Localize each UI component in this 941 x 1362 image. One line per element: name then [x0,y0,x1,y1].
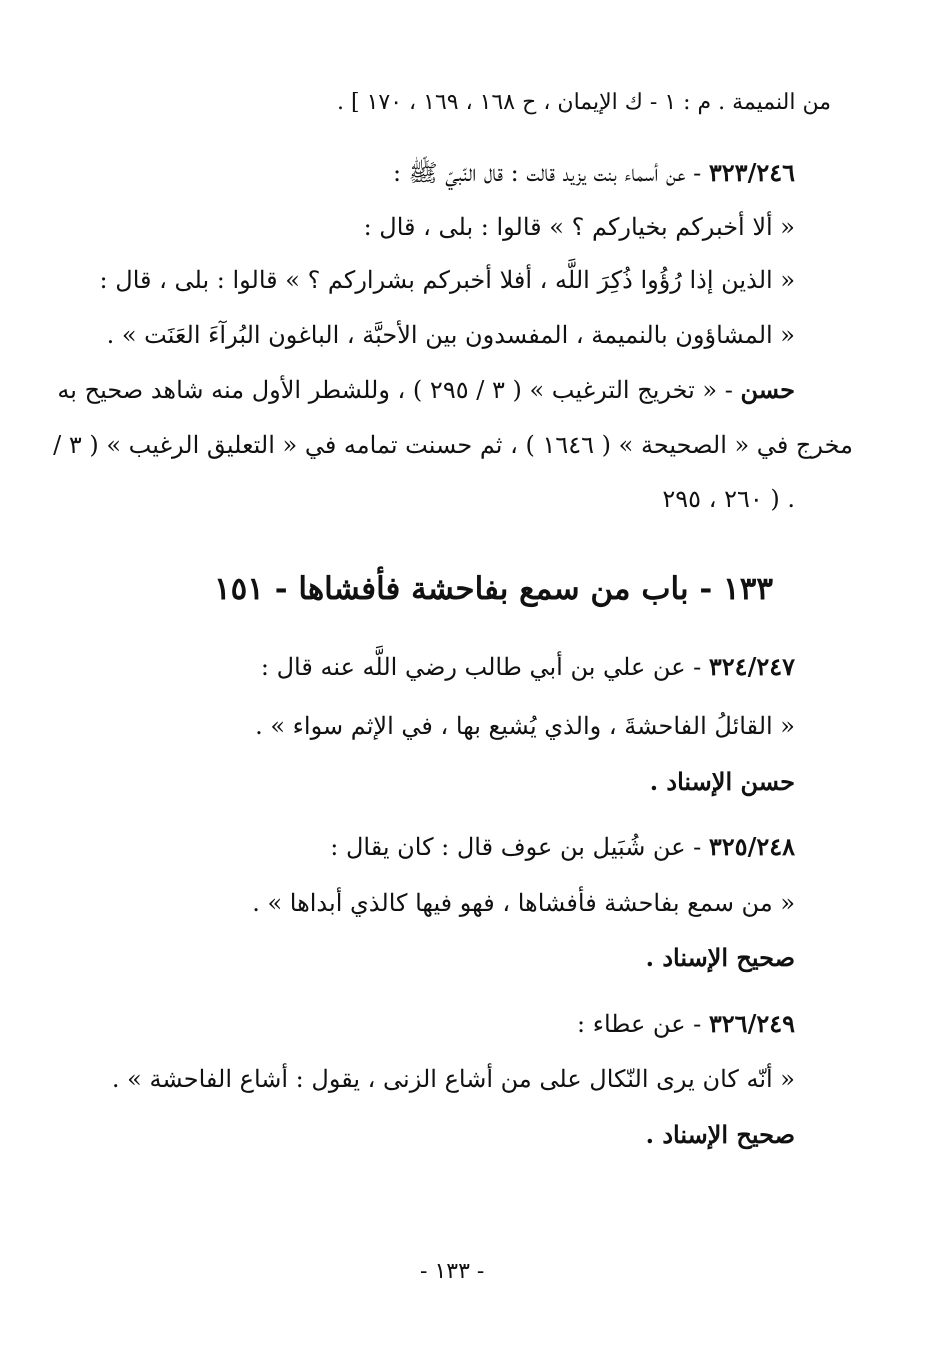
hadith-247-intro: - عن علي بن أبي طالب رضي اللَّه عنه قال : [260,653,709,681]
hadith-247-heading [261,650,795,684]
hadith-246-number: ٣٢٣/٢٤٦ [708,158,795,187]
hadith-249-intro: - عن عطاء : [576,1010,709,1038]
hadith-249-heading [577,1007,795,1041]
hadith-246-text-2: « الذين إذا رُؤُوا ذُكِرَ اللَّه ، أفلا أخبركم بشراركم ؟ » قالوا : بلى ، قال : [99,266,795,294]
hadith-247-number: ٣٢٤/٢٤٧ [708,652,795,681]
hadith-249-number: ٣٢٦/٢٤٩ [708,1009,795,1038]
hadith-247-grade: حسن الإسناد . [649,767,795,796]
hadith-248-heading [330,830,795,864]
chapter-title: ١٣٣ - باب من سمع بفاحشة فأفشاها - ١٥١ [213,571,773,607]
hadith-248-intro: - عن شُبَيل بن عوف قال : كان يقال : [330,833,709,861]
hadith-246-grade-source: - « تخريج الترغيب » ( ٣ / ٢٩٥ ) ، وللشطر الأول منه شاهد صحيح به [57,376,741,404]
hadith-246-intro: - عن أسماء بنت يزيد قالت : قال النّبيّ ﷺ : [392,159,709,187]
page-number: - ١٣٣ - [420,1259,485,1284]
hadith-246-grade [57,373,795,407]
hadith-246-grade-line-3: ٢٦٠ ، ٢٩٥ ) . [662,485,795,513]
hadith-248-grade: صحيح الإسناد . [645,943,795,972]
hadith-247-text: « القائلُ الفاحشةَ ، والذي يُشيع بها ، في الإثم سواء » . [255,712,795,740]
hadith-249-text: « أنّه كان يرى النّكال على من أشاع الزنى ، يقول : أشاع الفاحشة » . [111,1065,795,1093]
hadith-246-grade-line-2: مخرج في « الصحيحة » ( ١٦٤٦ ) ، ثم حسنت تمامه في « التعليق الرغيب » ( ٣ / [53,431,853,459]
hadith-248-text: « من سمع بفاحشة فأفشاها ، فهو فيها كالذي أبداها » . [252,889,795,917]
hadith-246-heading [393,156,795,190]
hadith-246-text-3: « المشاؤون بالنميمة ، المفسدون بين الأحبَّة ، الباغون البُرآءَ العَنَت » . [106,321,795,349]
hadith-246-text-1: « ألا أخبركم بخياركم ؟ » قالوا : بلى ، قال : [363,213,795,241]
hadith-246-grade-label: حسن [740,375,795,404]
hadith-248-number: ٣٢٥/٢٤٨ [708,832,795,861]
continuation-line: من النميمة . م : ١ - ك الإيمان ، ح ١٦٨ ، ١٦٩ ، ١٧٠ ] . [337,90,831,115]
hadith-249-grade: صحيح الإسناد . [645,1120,795,1149]
